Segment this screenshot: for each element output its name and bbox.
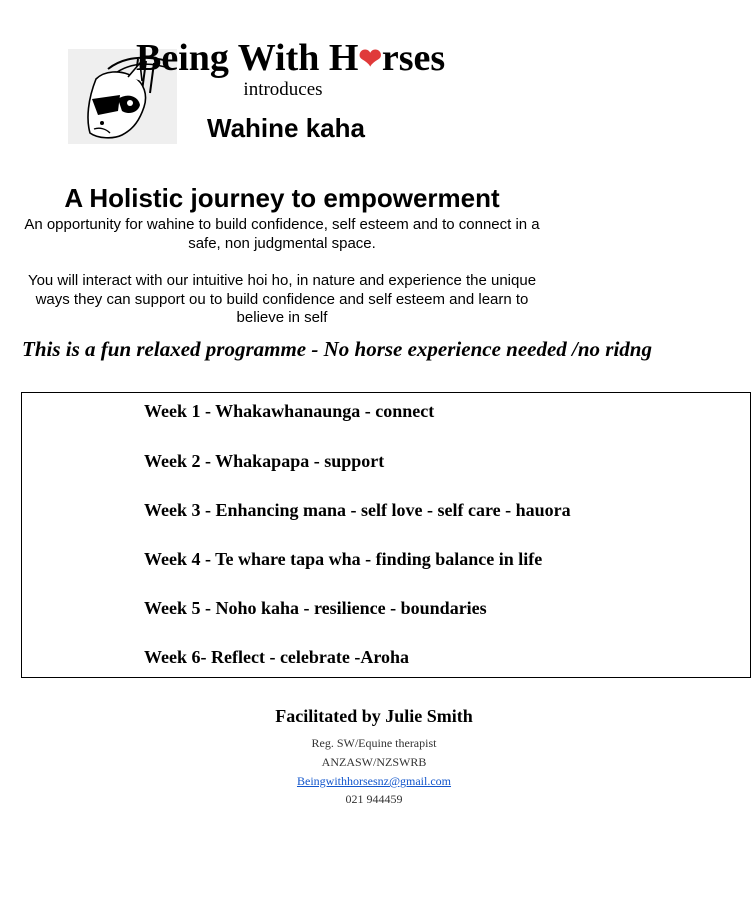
week-1: Week 1 - Whakawhanaunga - connect <box>144 401 435 421</box>
tagline: This is a fun relaxed programme - No horse experience needed /no ridng <box>22 337 652 361</box>
brand-title <box>136 33 476 83</box>
heart-icon: ❤ <box>358 44 382 75</box>
week-2: Week 2 - Whakapapa - support <box>144 451 385 471</box>
credentials: Reg. SW/Equine therapist <box>311 736 437 750</box>
introduces-text: introduces <box>243 79 323 100</box>
interaction-paragraph: You will interact with our intuitive hoi ho, in nature and experience the unique ways they can support ou to build confidence and self esteem and learn to believe in self <box>27 272 537 326</box>
program-name: Wahine kaha <box>207 113 365 143</box>
headline: A Holistic journey to empowerment <box>64 183 500 213</box>
facilitator-name: Facilitated by Julie Smith <box>275 706 473 726</box>
week-6: Week 6- Reflect - celebrate -Aroha <box>144 647 410 667</box>
phone-number: 021 944459 <box>345 792 403 806</box>
brand-title-suffix: rses <box>381 37 446 79</box>
registration: ANZASW/NZSWRB <box>321 755 427 769</box>
email-link-row <box>0 772 748 790</box>
schedule-box <box>21 392 751 678</box>
intro-paragraph: An opportunity for wahine to build confidence, self esteem and to connect in a safe, non judgmental space. <box>24 216 540 252</box>
week-4: Week 4 - Te whare tapa wha - finding balance in life <box>144 549 543 569</box>
week-3: Week 3 - Enhancing mana - self love - self care - hauora <box>144 500 571 520</box>
email-link[interactable]: Beingwithhorsesnz@gmail.com <box>296 774 452 788</box>
week-5: Week 5 - Noho kaha - resilience - boundaries <box>144 598 487 618</box>
brand-title-prefix: Being With H <box>136 37 359 79</box>
